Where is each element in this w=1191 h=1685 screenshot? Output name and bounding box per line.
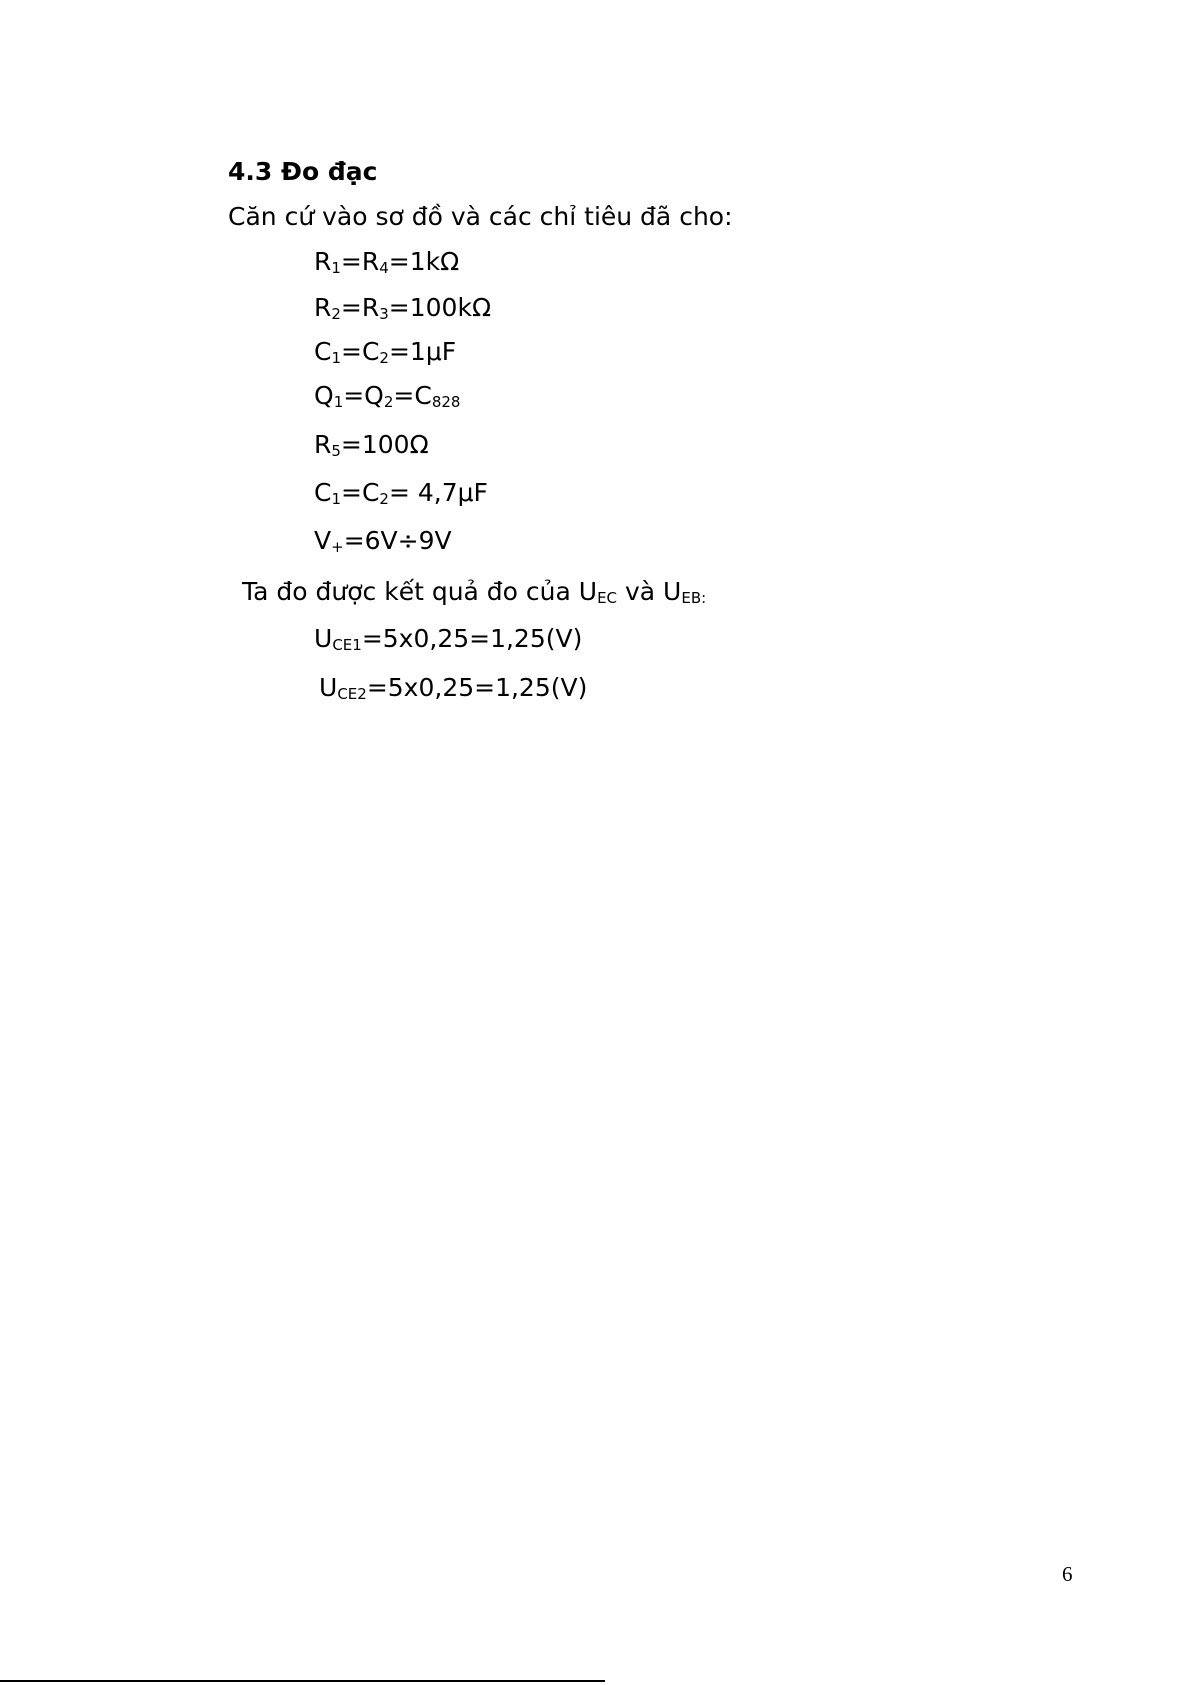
measurement-intro: Ta đo được kết quả đo của $U_{EC}$ và $U_{EB:}$ <box>242 577 707 607</box>
intro-text: Căn cứ vào sơ đồ và các chỉ tiêu đã cho: <box>228 202 733 231</box>
spec-r1-r4: $R_1=R_4=1k\Omega$ <box>314 247 460 277</box>
result-uce1: $U_{CE1}=5x0,25=1,25(V)$ <box>314 624 583 654</box>
section-heading: 4.3 Đo đạc <box>228 157 378 186</box>
spec-r5: $R_5=100\Omega$ <box>314 430 429 460</box>
footer-divider <box>0 1680 605 1682</box>
spec-r2-r3: $R_2=R_3=100k\Omega$ <box>314 293 492 323</box>
spec-c1-c2: $C_1=C_2=1\mu F$ <box>314 337 457 367</box>
page-number: 6 <box>1062 1562 1073 1586</box>
result-uce2: $U_{CE2}=5x0,25=1,25(V)$ <box>319 673 588 703</box>
spec-supply-voltage: $V_+=6V\div 9V$ <box>314 526 452 556</box>
spec-c1-c2-electrolytic: $C_1=C_2= 4,7\mu F$ <box>314 478 488 508</box>
spec-q1-q2: $Q_1=Q_2=C_{828}$ <box>314 381 461 411</box>
